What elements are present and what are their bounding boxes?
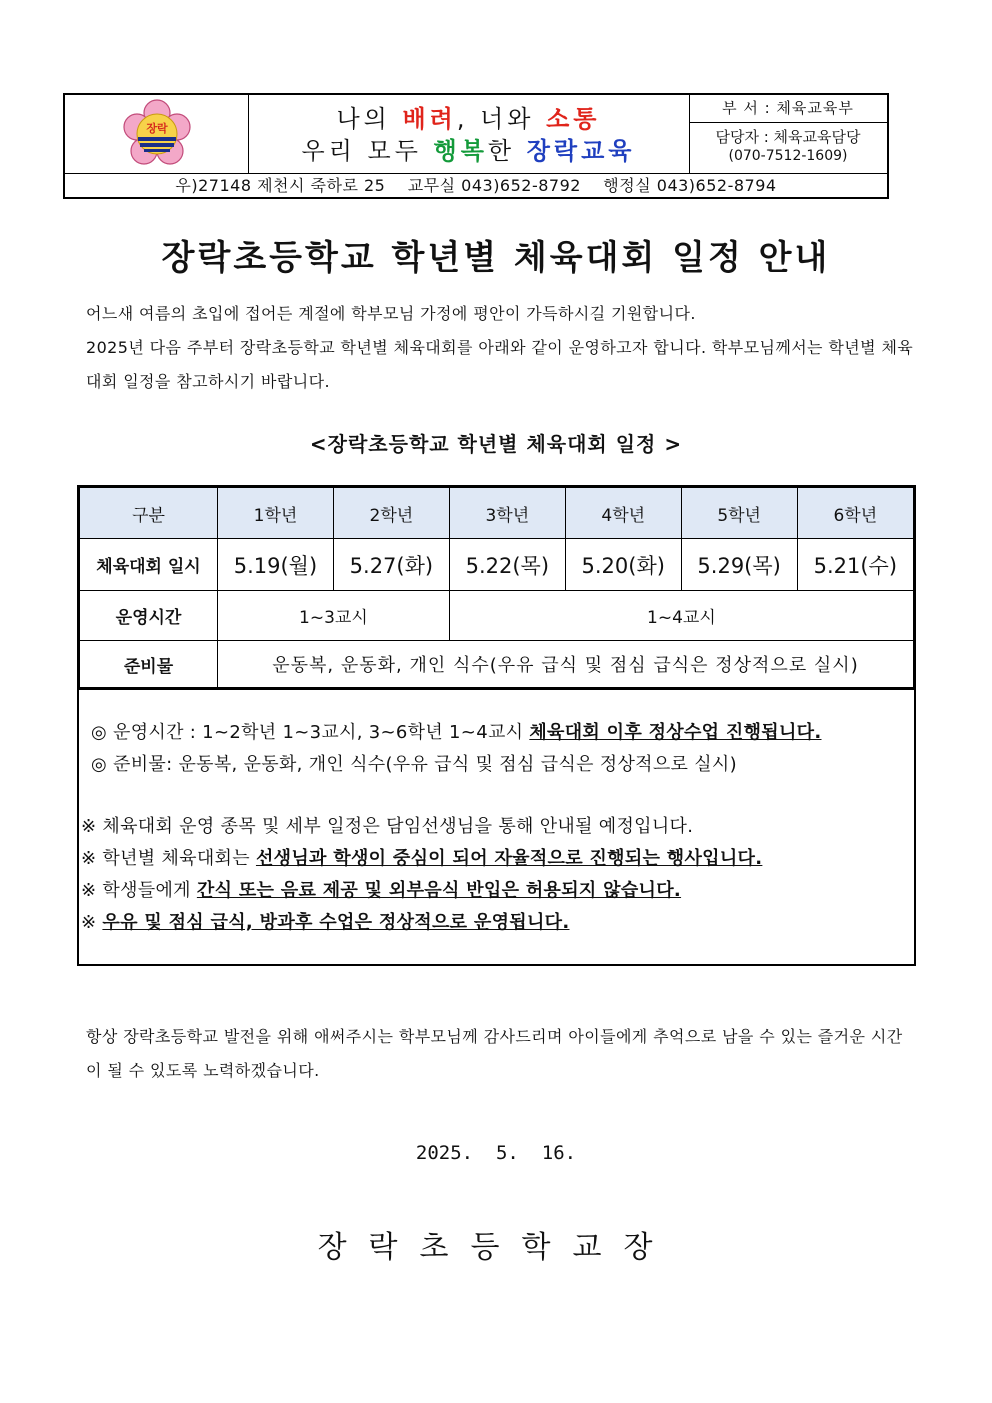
header-grade-5: 5학년 bbox=[681, 487, 797, 539]
school-logo bbox=[65, 95, 249, 173]
department-info bbox=[689, 95, 887, 173]
signature-principal: 장락초등학교장 bbox=[317, 1230, 675, 1265]
header-grade-2: 2학년 bbox=[333, 487, 449, 539]
schedule-title: <장락초등학교 학년별 체육대회 일정 > bbox=[309, 432, 683, 456]
time-grades-1-2: 1~3교시 bbox=[218, 591, 450, 641]
intro-line-2: 2025년 다음 주부터 장락초등학교 학년별 체육대회를 아래와 같이 운영하고자 합니다. 학부모님께서는 학년별 체육대회 일정을 참고하시기 바랍니다. bbox=[86, 338, 914, 391]
date-grade-5: 5.29(목) bbox=[681, 539, 797, 591]
motto-line-1: 나의 배려, 너와 소통 bbox=[336, 105, 601, 133]
date-row-label: 체육대회 일시 bbox=[79, 539, 218, 591]
header-grade-4: 4학년 bbox=[565, 487, 681, 539]
date-grade-2: 5.27(화) bbox=[333, 539, 449, 591]
motto-word-communication: 소통 bbox=[546, 105, 601, 133]
table-row-preparation bbox=[79, 641, 915, 689]
svg-text:장락: 장락 bbox=[145, 122, 168, 135]
motto-word-happiness: 행복 bbox=[433, 137, 488, 165]
contact-phone: (070-7512-1609) bbox=[728, 148, 848, 164]
school-emblem-icon bbox=[122, 99, 192, 169]
prep-row-label: 준비물 bbox=[79, 641, 218, 689]
time-row-label: 운영시간 bbox=[79, 591, 218, 641]
motto-line-2: 우리 모두 행복한 장락교육 bbox=[301, 137, 636, 165]
notes-box bbox=[77, 686, 916, 966]
prep-value: 운동복, 운동화, 개인 식수(우유 급식 및 점심 급식은 정상적으로 실시) bbox=[218, 641, 915, 689]
motto bbox=[248, 95, 690, 173]
school-address: 우)27148 제천시 죽하로 25 교무실 043)652-8792 행정실 043)652-8794 bbox=[65, 173, 887, 198]
table-row-dates bbox=[79, 539, 915, 591]
table-header-row bbox=[79, 487, 915, 539]
department: 부 서 : 체육교육부 bbox=[689, 95, 887, 123]
document-title: 장락초등학교 학년별 체육대회 일정 안내 bbox=[161, 238, 831, 278]
note-meals-normal: ※ 우유 및 점심 급식, 방과후 수업은 정상적으로 운영됩니다. bbox=[81, 912, 570, 933]
motto-word-school-education: 장락교육 bbox=[526, 137, 636, 165]
header-grade-3: 3학년 bbox=[449, 487, 565, 539]
header-category: 구분 bbox=[79, 487, 218, 539]
date-grade-3: 5.22(목) bbox=[449, 539, 565, 591]
closing-paragraph: 항상 장락초등학교 발전을 위해 애써주시는 학부모님께 감사드리며 아이들에게 추억으로 남을 수 있는 즐거운 시간이 될 수 있도록 노력하겠습니다. bbox=[86, 1027, 903, 1080]
document-date: 2025. 5. 16. bbox=[415, 1142, 577, 1164]
contact-person: 담당자 : 체육교육담당 bbox=[715, 128, 861, 146]
table-row-time bbox=[79, 591, 915, 641]
date-grade-1: 5.19(월) bbox=[218, 539, 334, 591]
note-event-details: ※ 체육대회 운영 종목 및 세부 일정은 담임선생님을 통해 안내될 예정입니다. bbox=[81, 816, 694, 837]
note-no-snacks: ※ 학생들에게 간식 또는 음료 제공 및 외부음식 반입은 허용되지 않습니다. bbox=[81, 880, 682, 901]
note-preparation: ◎ 준비물: 운동복, 운동화, 개인 식수(우유 급식 및 점심 급식은 정상적으로 실시) bbox=[91, 754, 737, 775]
note-operating-time: ◎ 운영시간 : 1~2학년 1~3교시, 3~6학년 1~4교시 체육대회 이후 정상수업 진행됩니다. bbox=[91, 722, 822, 743]
date-grade-4: 5.20(화) bbox=[565, 539, 681, 591]
date-grade-6: 5.21(수) bbox=[797, 539, 914, 591]
letterhead bbox=[63, 93, 889, 199]
intro-line-1: 어느새 여름의 초입에 접어든 계절에 학부모님 가정에 평안이 가득하시길 기원합니다. bbox=[86, 304, 696, 323]
schedule-table bbox=[77, 485, 916, 690]
time-grades-3-6: 1~4교시 bbox=[449, 591, 914, 641]
note-autonomy: ※ 학년별 체육대회는 선생님과 학생이 중심이 되어 자율적으로 진행되는 행사입니다. bbox=[81, 848, 763, 869]
motto-word-consideration: 배려 bbox=[402, 105, 457, 133]
header-grade-6: 6학년 bbox=[797, 487, 914, 539]
header-grade-1: 1학년 bbox=[218, 487, 334, 539]
